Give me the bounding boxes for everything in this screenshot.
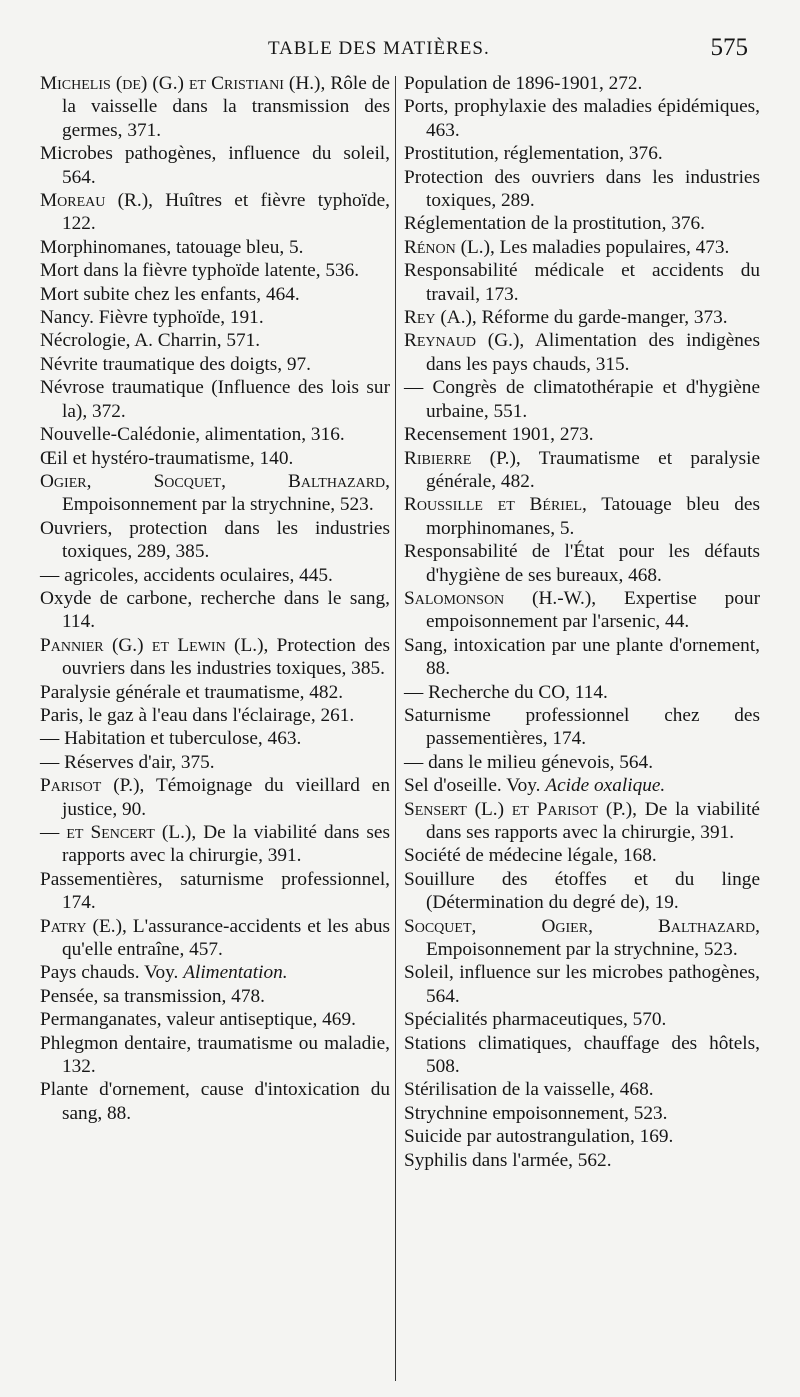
index-entry [40, 915, 390, 962]
entry-text: Suicide par autostrangulation, 169. [404, 1126, 674, 1148]
entry-author: Reynaud (G.), [404, 330, 525, 352]
entry-text: Sel d'oseille. Voy. [404, 775, 546, 797]
index-entry [40, 634, 390, 681]
index-entry [40, 681, 390, 704]
index-entry [404, 915, 760, 962]
entry-text: Paralysie générale et traumatisme, 482. [40, 681, 344, 703]
entry-author: Salomonson (H.-W.), [404, 587, 597, 609]
entry-author: Parisot (P.), [40, 775, 145, 797]
entry-text: Ouvriers, protection dans les industries toxiques, 289, 385. [40, 517, 390, 563]
index-entry [40, 306, 390, 329]
entry-text: Nouvelle-Calédonie, alimentation, 316. [40, 424, 345, 446]
index-entry [404, 376, 760, 423]
index-entry [404, 587, 760, 634]
entry-text: Sang, intoxication par une plante d'ornement, 88. [404, 634, 760, 680]
entry-text: Responsabilité médicale et accidents du travail, 173. [404, 260, 760, 305]
index-entry [40, 259, 390, 282]
index-entry [40, 142, 390, 189]
entry-text: Réforme du garde-manger, 373. [476, 307, 728, 329]
entry-text: Tatouage bleu des morphinomanes, 5. [426, 494, 760, 539]
index-entry [404, 961, 760, 1008]
entry-text: Réglementation de la prostitution, 376. [404, 213, 705, 235]
entry-author: Ogier, Socquet, Balthazard, [40, 470, 390, 492]
entry-text: Population de 1896-1901, 272. [404, 73, 643, 94]
entry-text: Névrose traumatique (Influence des lois sur la), 372. [40, 377, 390, 422]
index-entry [40, 564, 390, 587]
page-header [0, 34, 800, 66]
index-entry [40, 704, 390, 727]
entry-text: Recensement 1901, 273. [404, 424, 594, 446]
entry-author: Moreau (R.), [40, 190, 153, 212]
entry-text: Soleil, influence sur les microbes pathogènes, 564. [404, 962, 760, 1007]
index-entry [40, 985, 390, 1008]
entry-text: Protection des ouvriers dans les industries toxiques, 289. [404, 166, 760, 212]
entry-text: Plante d'ornement, cause d'intoxication du sang, 88. [40, 1079, 390, 1124]
index-entry [404, 681, 760, 704]
entry-text: Ports, prophylaxie des maladies épidémiques, 463. [404, 96, 760, 141]
index-entry [404, 868, 760, 915]
entry-author: Michelis (de) (G.) et Cristiani (H.), [40, 73, 326, 94]
entry-text: Empoisonnement par la strychnine, 523. [62, 494, 374, 516]
index-entry [40, 72, 390, 142]
entry-author: Rénon (L.), [404, 236, 495, 258]
entry-text: Société de médecine légale, 168. [404, 845, 657, 867]
entry-author: Pannier (G.) et Lewin (L.), [40, 634, 269, 656]
index-entry [40, 283, 390, 306]
index-entry [404, 259, 760, 306]
entry-text: Morphinomanes, tatouage bleu, 5. [40, 236, 304, 258]
entry-text: Oxyde de carbone, recherche dans le sang, 114. [40, 587, 390, 633]
entry-text: Souillure des étoffes et du linge (Détermination du degré de), 19. [404, 868, 760, 914]
page-number: 575 [710, 34, 748, 61]
index-entry [404, 844, 760, 867]
entry-text: — Congrès de climatothérapie et d'hygiène urbaine, 551. [404, 377, 760, 422]
entry-text: Paris, le gaz à l'eau dans l'éclairage, 261. [40, 704, 355, 726]
entry-author: Patry (E.), [40, 915, 127, 937]
entry-text: Névrite traumatique des doigts, 97. [40, 353, 311, 375]
entry-text: Témoignage du vieillard en justice, 90. [62, 775, 391, 820]
index-entry [404, 1032, 760, 1079]
entry-text: Prostitution, réglementation, 376. [404, 143, 663, 165]
entry-text: Responsabilité de l'État pour les défauts d'hygiène de ses bureaux, 468. [404, 541, 760, 586]
index-entry [404, 447, 760, 494]
index-entry [40, 329, 390, 352]
entry-author: Rey (A.), [404, 307, 477, 329]
entry-text: — Réserves d'air, 375. [40, 751, 215, 773]
entry-text: Huîtres et fièvre typhoïde, 122. [62, 190, 390, 235]
index-entry [40, 447, 390, 470]
entry-text: Œil et hystéro-traumatisme, 140. [40, 447, 294, 469]
index-entry [40, 189, 390, 236]
entry-author: — et Sencert (L.), [40, 822, 197, 843]
entry-text: Passementières, saturnisme professionnel, 174. [40, 868, 390, 914]
entry-text: Microbes pathogènes, influence du soleil, 564. [40, 143, 390, 188]
index-entry [40, 376, 390, 423]
entry-text: — dans le milieu génevois, 564. [404, 751, 654, 773]
entry-text: Rôle de la vaisselle dans la transmission des germes, 371. [62, 73, 390, 141]
index-entry [40, 774, 390, 821]
index-entry [404, 774, 760, 797]
entry-text: Spécialités pharmaceutiques, 570. [404, 1009, 667, 1031]
index-entry [404, 212, 760, 235]
index-entry [40, 961, 390, 984]
entry-text: Mort subite chez les enfants, 464. [40, 283, 300, 305]
index-entry [404, 1102, 760, 1125]
entry-text: Permanganates, valeur antiseptique, 469. [40, 1009, 356, 1031]
entry-text: Pensée, sa transmission, 478. [40, 985, 265, 1007]
index-entry [40, 751, 390, 774]
entry-text: Mort dans la fièvre typhoïde latente, 536. [40, 260, 360, 282]
entry-author: Roussille et Bériel, [404, 494, 587, 516]
entry-text: Alimentation des indigènes dans les pays chauds, 315. [426, 330, 760, 375]
index-entry [40, 236, 390, 259]
entry-text: De la viabilité dans ses rapports avec la chirurgie, 391. [426, 798, 760, 843]
index-entry [404, 798, 760, 845]
index-entry [404, 95, 760, 142]
entry-author: Ribierre (P.), [404, 447, 521, 469]
index-entry [40, 353, 390, 376]
running-title: TABLE DES MATIÈRES. [268, 38, 490, 59]
index-entry [404, 634, 760, 681]
entry-reference: Acide oxalique. [545, 775, 666, 797]
entry-text: Traumatisme et paralysie générale, 482. [426, 447, 760, 492]
index-entry [404, 1149, 760, 1172]
index-entry [404, 142, 760, 165]
entry-author: Sensert (L.) et Parisot (P.), [404, 798, 637, 820]
entry-text: — agricoles, accidents oculaires, 445. [40, 564, 333, 586]
index-entry [40, 587, 390, 634]
index-column-left [40, 72, 390, 1125]
index-entry [40, 821, 390, 868]
index-entry [404, 72, 760, 95]
entry-text: Strychnine empoisonnement, 523. [404, 1102, 668, 1124]
entry-text: L'assurance-accidents et les abus qu'elle entraîne, 457. [62, 915, 390, 961]
entry-text: Nécrologie, A. Charrin, 571. [40, 330, 261, 352]
index-entry [40, 423, 390, 446]
index-entry [404, 1125, 760, 1148]
index-entry [404, 704, 760, 751]
index-entry [404, 1008, 760, 1031]
index-entry [40, 1032, 390, 1079]
entry-text: Syphilis dans l'armée, 562. [404, 1149, 612, 1171]
index-entry [404, 166, 760, 213]
index-entry [40, 1078, 390, 1125]
entry-text: De la viabilité dans ses rapports avec la chirurgie, 391. [62, 822, 390, 867]
entry-text: Phlegmon dentaire, traumatisme ou maladie, 132. [40, 1032, 390, 1078]
index-column-right [404, 72, 760, 1172]
index-entry [40, 1008, 390, 1031]
index-entry [404, 329, 760, 376]
entry-text: — Recherche du CO, 114. [404, 681, 608, 703]
entry-text: Les maladies populaires, 473. [494, 236, 730, 258]
index-entry [40, 517, 390, 564]
index-entry [404, 493, 760, 540]
entry-reference: Alimentation. [183, 962, 288, 984]
index-entry [40, 868, 390, 915]
index-entry [404, 751, 760, 774]
index-entry [404, 423, 760, 446]
index-entry [40, 470, 390, 517]
index-entry [404, 540, 760, 587]
entry-text: Stations climatiques, chauffage des hôtels, 508. [404, 1032, 760, 1078]
entry-text: — Habitation et tuberculose, 463. [40, 728, 302, 750]
index-entry [404, 236, 760, 259]
entry-text: Protection des ouvriers dans les industries toxiques, 385. [62, 634, 390, 680]
index-entry [40, 727, 390, 750]
entry-text: Nancy. Fièvre typhoïde, 191. [40, 307, 264, 329]
entry-text: Stérilisation de la vaisselle, 468. [404, 1079, 654, 1101]
column-divider [395, 76, 396, 1381]
index-entry [404, 1078, 760, 1101]
entry-text: Saturnisme professionnel chez des passementières, 174. [404, 704, 760, 750]
entry-text: Expertise pour empoisonnement par l'arsenic, 44. [426, 587, 760, 633]
index-entry [404, 306, 760, 329]
entry-text: Empoisonnement par la strychnine, 523. [426, 939, 738, 961]
entry-author: Socquet, Ogier, Balthazard, [404, 915, 760, 937]
entry-text: Pays chauds. Voy. [40, 962, 184, 984]
